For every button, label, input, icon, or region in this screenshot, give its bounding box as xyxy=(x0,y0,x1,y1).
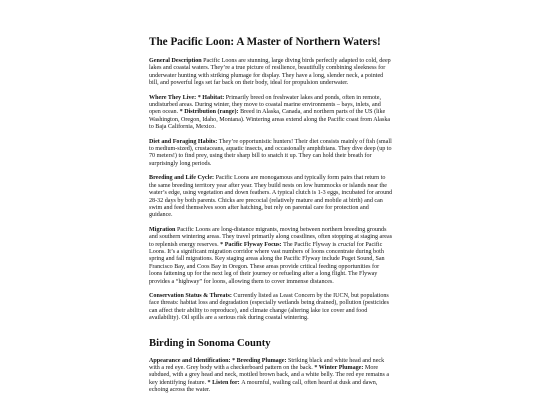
paragraph xyxy=(149,95,393,132)
paragraph xyxy=(149,293,393,323)
body-text: Breed in Alaska, Canada, and northern parts of the US (like Washington, Oregon, Idaho, Montana). Wintering areas extend along the Pacific coast from Alaska to Baja California, Mexico. xyxy=(149,109,391,131)
paragraph xyxy=(149,139,393,169)
body-text: A mournful, wailing call, often heard at dusk and dawn, echoing across the water. xyxy=(149,379,378,394)
bold-label: Breeding and Life Cycle: xyxy=(149,175,216,182)
section-heading-sonoma: Birding in Sonoma County xyxy=(149,337,271,349)
bold-label: Appearance and Identification: * Breeding Plumage: xyxy=(149,357,289,364)
bold-label: * Distribution (range): xyxy=(179,109,241,116)
body-text: Pacific Loons are monogamous and typically form pairs that return to the same breeding territory year after year. They build nests on low hummocks or islands near the water’s edge, using vegetation and down feathers. A typical clutch is 1-3 eggs, incubated for around 28-32 days by both parents. Chicks are precocial (relatively mature and mobile at birth) and can swim and feed themselves soon after hatching, but rely on parental care for protection and guidance. xyxy=(149,175,393,219)
paragraph xyxy=(149,175,393,219)
body-text: Pacific Loons are stunning, large diving birds perfectly adapted to cold, deep lakes and coastal waters. They’re a true picture of resilience, beautifully combining sleekness for underwater hunting with striking plumage for display. They have a long, slender neck, a pointed bill, and powerful legs set far back on their body, ideal for propulsion underwater. xyxy=(149,58,391,87)
bold-label: Diet and Foraging Habits: xyxy=(149,138,219,145)
body-text: Currently listed as Least Concern by the IUCN, but populations face threats: habitat loss and degradation (especially wetlands being drained), pollution (pesticides can affect their ability to reproduce), and climate change (altering lake ice cover and food availability). Oil spills are a serious risk during coastal wintering. xyxy=(149,292,389,322)
paragraph xyxy=(149,58,393,88)
body-text: More subdued, with a grey head and neck, mottled brown back, and a white belly. The red eye remains a key identifying feature. xyxy=(149,365,390,386)
article-column xyxy=(149,36,393,402)
bold-label: * Listen for: xyxy=(207,379,242,386)
body-text: The Pacific Flyway is xyxy=(283,241,338,248)
bold-label: Where They Live: * Habitat: xyxy=(149,94,226,101)
section-pacific-loon xyxy=(149,58,393,323)
italic-text: crucial xyxy=(337,241,356,248)
bold-label: Conservation Status & Threats: xyxy=(149,292,234,299)
article-title: The Pacific Loon: A Master of Northern Waters! xyxy=(149,36,381,48)
section-sonoma xyxy=(149,358,393,395)
bold-label: Migration xyxy=(149,226,177,233)
body-text: Pacific Loons are long-distance migrants, moving between northern breeding grounds and southern wintering areas. They travel primarily along coastlines, often stopping at staging areas to replenish energy reserves. xyxy=(149,226,393,248)
paragraph xyxy=(149,227,393,286)
body-text: for Pacific Loons. It’s a significant migration corridor where vast numbers of loons concentrate during both spring and fall migrations. Key staging areas along the Pacific Flyway include Puget Sound, San Francisco Bay, and Coos Bay in Oregon. These areas provide critical feeding opportunities for loons fattening up for the next leg of their journey or refueling after a long flight. The Flyway provides a “highway” for loons, allowing them to cover immense distances. xyxy=(149,241,385,285)
bold-label: * Winter Plumage: xyxy=(314,365,365,371)
bold-label: * Pacific Flyway Focus: xyxy=(220,241,284,248)
body-text: They’re opportunistic hunters! Their diet consists mainly of fish (small to medium-sized), crustaceans, aquatic insects, and occasionally amphibians. They dive deep (up to 70 meters!) to find prey, using their sharp bill to snatch it up. They can hold their breath for surprisingly long periods. xyxy=(149,138,392,167)
body-text: Striking black and white head and neck with a red eye. Grey body with a checkerboard pattern on the back. xyxy=(149,357,385,371)
bold-label: General Description xyxy=(149,58,204,64)
body-text: Primarily breed on freshwater lakes and ponds, often in remote, undisturbed areas. During winter, they move to coastal marine environments – bays, inlets, and open ocean. xyxy=(149,94,381,116)
paragraph xyxy=(149,358,393,395)
